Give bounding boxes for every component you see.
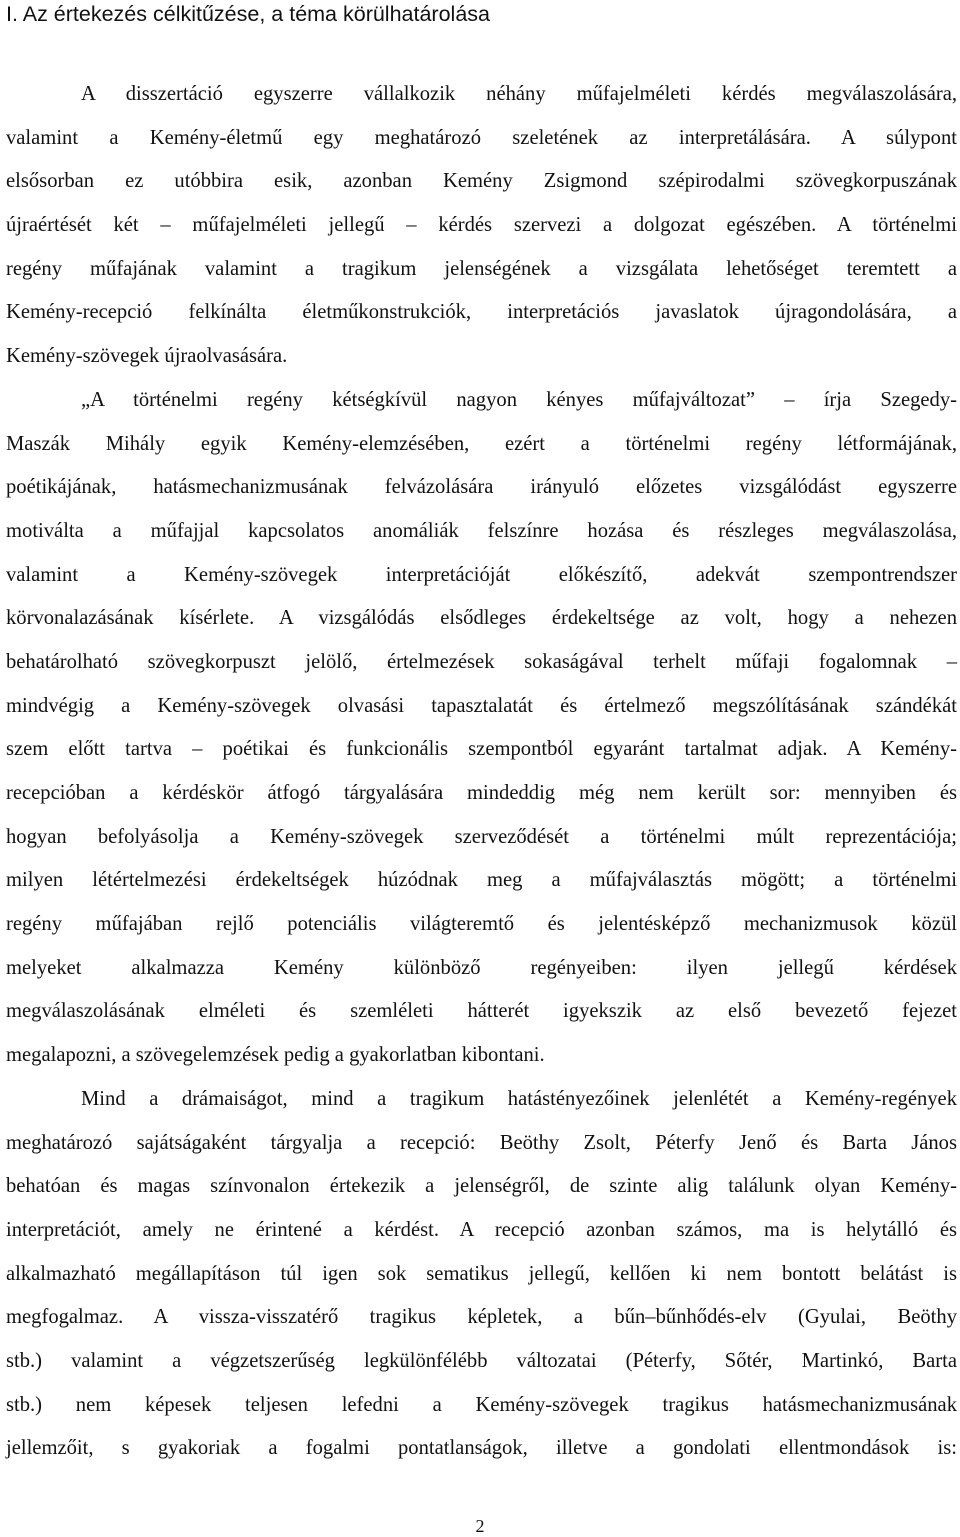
text-line: Kemény-szövegek újraolvasására. (6, 345, 288, 368)
text-line: recepcióban a kérdéskör átfogó tárgyalására mindeddig még nem került sor: mennyiben és (6, 782, 957, 804)
text-line: elsősorban ez utóbbira esik, azonban Kemény Zsigmond szépirodalmi szövegkorpuszának (6, 170, 957, 193)
text-line: körvonalazásának kísérlete. A vizsgálódás elsődleges érdekeltsége az volt, hogy a nehezen (6, 607, 957, 630)
text-line: meghatározó sajátságaként tárgyalja a recepció: Beöthy Zsolt, Péterfy Jenő és Barta János (6, 1131, 957, 1154)
text-line: „A történelmi regény kétségkívül nagyon kényes műfajváltozat” – írja Szegedy- (81, 388, 957, 411)
text-line: regény műfajában rejlő potenciális világteremtő és jelentésképző mechanizmusok közül (6, 913, 957, 936)
text-line: szem előtt tartva – poétikai és funkcionális szempontból egyaránt tartalmat adjak. A Kemény- (6, 738, 957, 761)
paragraph-3 (6, 1078, 957, 1471)
text-line: megfogalmaz. A vissza-visszatérő tragikus képletek, a bűn–bűnhődés-elv (Gyulai, Beöthy (6, 1306, 957, 1329)
text-line: behatárolható szövegkorpuszt jelölő, értelmezések sokaságával terhelt műfaji fogalomnak – (6, 650, 957, 673)
chapter-heading: I. Az értekezés célkitűzése, a téma körülhatárolása (6, 2, 490, 26)
text-line: behatóan és magas színvonalon értekezik a jelenségről, de szinte alig találunk olyan Kemény- (6, 1175, 957, 1198)
page-number: 2 (475, 1516, 485, 1536)
text-line: stb.) valamint a végzetszerűség legkülönfélébb változatai (Péterfy, Sőtér, Martinkó, Barta (6, 1349, 957, 1372)
paragraph-2 (6, 379, 957, 1078)
text-line: hogyan befolyásolja a Kemény-szövegek szerveződését a történelmi múlt reprezentációja; (6, 825, 957, 848)
text-line: alkalmazható megállapításon túl igen sok sematikus jellegű, kellően ki nem bontott belátást is (6, 1262, 957, 1285)
text-line: Mind a drámaiságot, mind a tragikum hatástényezőinek jelenlétét a Kemény-regények (81, 1087, 957, 1110)
text-line: regény műfajának valamint a tragikum jelenségének a vizsgálata lehetőséget teremtett a (6, 257, 957, 280)
text-line: motiválta a műfajjal kapcsolatos anomáliák felszínre hozása és részleges megválaszolása, (6, 519, 957, 542)
text-line: Kemény-recepció felkínálta életműkonstrukciók, interpretációs javaslatok újragondolására, a (6, 301, 957, 324)
text-line: stb.) nem képesek teljesen lefedni a Kemény-szövegek tragikus hatásmechanizmusának (6, 1393, 957, 1416)
paragraph-1 (6, 73, 957, 379)
text-line: mindvégig a Kemény-szövegek olvasási tapasztalatát és értelmező megszólításának szándékát (6, 694, 957, 717)
text-line: interpretációt, amely ne érintené a kérdést. A recepció azonban számos, ma is helytálló és (6, 1218, 957, 1241)
text-line: jellemzőit, s gyakoriak a fogalmi pontatlanságok, illetve a gondolati ellentmondások is: (6, 1437, 957, 1460)
text-line: újraértését két – műfajelméleti jellegű – kérdés szervezi a dolgozat egészében. A történelmi (6, 214, 957, 237)
text-line: Maszák Mihály egyik Kemény-elemzésében, ezért a történelmi regény létformájának, (6, 432, 957, 455)
text-line: valamint a Kemény-szövegek interpretációját előkészítő, adekvát szempontrendszer (6, 563, 957, 586)
text-line: A disszertáció egyszerre vállalkozik néhány műfajelméleti kérdés megválaszolására, (81, 83, 957, 105)
text-line: melyeket alkalmazza Kemény különböző regényeiben: ilyen jellegű kérdések (6, 956, 957, 979)
text-line: poétikájának, hatásmechanizmusának felvázolására irányuló előzetes vizsgálódást egyszerre (6, 476, 957, 499)
text-line: megalapozni, a szövegelemzések pedig a gyakorlatban kibontani. (6, 1044, 545, 1067)
text-line: valamint a Kemény-életmű egy meghatározó szeletének az interpretálására. A súlypont (6, 126, 957, 149)
body-text (6, 73, 957, 1471)
text-line: milyen létértelmezési érdekeltségek húzódnak meg a műfajválasztás mögött; a történelmi (6, 869, 957, 892)
text-line: megválaszolásának elméleti és szemléleti hátterét igyekszik az első bevezető fejezet (6, 1000, 957, 1023)
